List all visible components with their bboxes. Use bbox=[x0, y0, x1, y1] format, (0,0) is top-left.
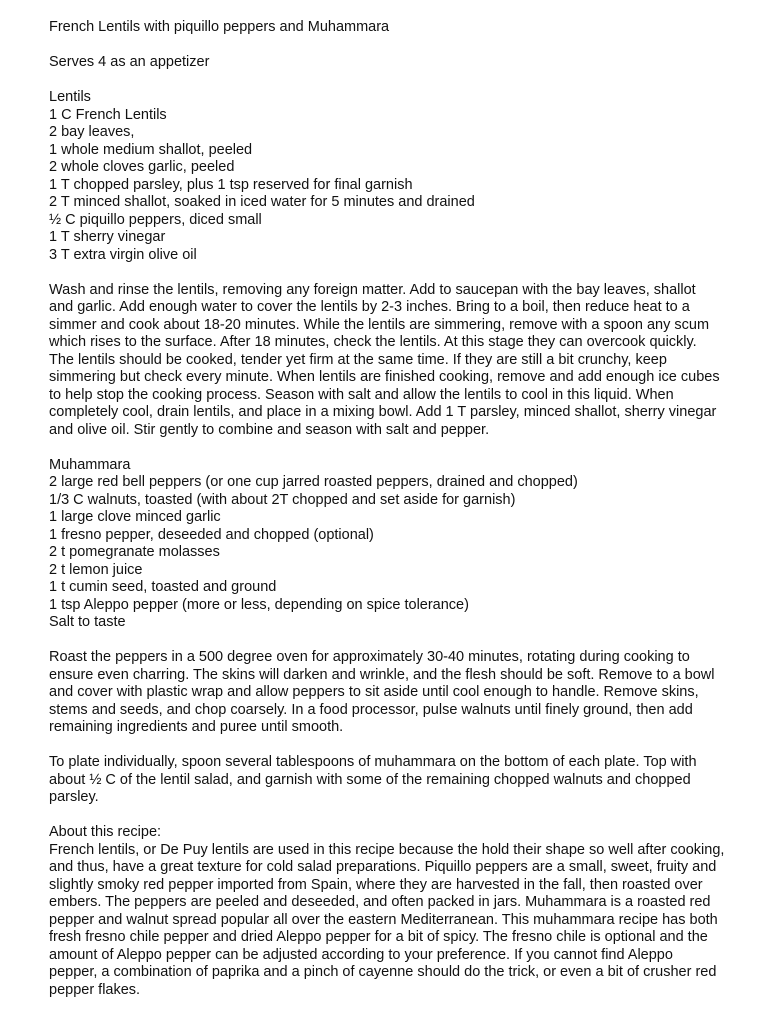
method-line: and cover with plastic wrap and allow peppers to sit aside until cool enough to handle. Remove skins, bbox=[49, 684, 699, 700]
ingredient-item: 2 T minced shallot, soaked in iced water for 5 minutes and drained bbox=[49, 194, 475, 210]
about-line: embers. The peppers are peeled and deseeded, and often packed in jars. Muhammara is a roasted red bbox=[49, 894, 711, 910]
method-line: simmer and cook about 18-20 minutes. While the lentils are simmering, remove with a spoon any scum bbox=[49, 316, 710, 333]
ingredient-item: 2 t pomegranate molasses bbox=[49, 544, 220, 560]
method-line: and olive oil. Stir gently to combine and season with salt and pepper. bbox=[49, 421, 490, 438]
ingredient-item: 2 t lemon juice bbox=[49, 561, 143, 578]
method-line: which rises to the surface. After 18 minutes, check the lentils. At this stage they can overcook quickly. bbox=[49, 334, 697, 350]
ingredient-item: 1 whole medium shallot, peeled bbox=[49, 141, 253, 158]
ingredient-item: 1 C French Lentils bbox=[49, 106, 167, 123]
plating-line: parsley. bbox=[49, 789, 99, 805]
method-line: simmering but check every minute. When lentils are finished cooking, remove and add enough ice cubes bbox=[49, 369, 720, 385]
spacer bbox=[49, 807, 771, 825]
servings: Serves 4 as an appetizer bbox=[49, 54, 210, 70]
lentils-ingredient-list bbox=[49, 107, 771, 265]
spacer bbox=[49, 37, 771, 55]
spacer bbox=[49, 737, 771, 755]
method-line: stems and seeds, and chop coarsely. In a food processor, pulse walnuts until finely ground, then add bbox=[49, 701, 693, 718]
ingredient-item: ½ C piquillo peppers, diced small bbox=[49, 211, 262, 228]
spacer bbox=[49, 72, 771, 90]
spacer bbox=[49, 439, 771, 457]
method-line: Roast the peppers in a 500 degree oven for approximately 30-40 minutes, rotating during cooking to bbox=[49, 649, 690, 665]
method-line: ensure even charring. The skins will darken and wrinkle, and the flesh should be soft. Remove to a bowl bbox=[49, 666, 715, 683]
about-line: amount of Aleppo pepper can be adjusted according to your preference. If you cannot find Aleppo bbox=[49, 946, 673, 963]
ingredient-item: Salt to taste bbox=[49, 614, 126, 630]
ingredient-item: 2 bay leaves, bbox=[49, 124, 135, 140]
about-line: pepper, a combination of paprika and a pinch of cayenne should do the trick, or even a bit of crusher red bbox=[49, 964, 717, 980]
ingredient-item: 1 large clove minced garlic bbox=[49, 509, 221, 525]
ingredient-item: 1 T chopped parsley, plus 1 tsp reserved for final garnish bbox=[49, 176, 413, 193]
lentils-method bbox=[49, 282, 771, 440]
ingredient-item: 1 T sherry vinegar bbox=[49, 229, 166, 245]
spacer bbox=[49, 632, 771, 650]
ingredient-item: 1 fresno pepper, deseeded and chopped (optional) bbox=[49, 526, 374, 543]
muhammara-method bbox=[49, 649, 771, 737]
method-line: Wash and rinse the lentils, removing any foreign matter. Add to saucepan with the bay leaves, shallot bbox=[49, 281, 696, 298]
about-heading: About this recipe: bbox=[49, 824, 162, 840]
method-line: and garlic. Add enough water to cover the lentils by 2-3 inches. Bring to a boil, then reduce heat to a bbox=[49, 299, 690, 315]
muhammara-heading: Muhammara bbox=[49, 456, 131, 473]
method-line: to help stop the cooking process. Season with salt and allow the lentils to cool in this liquid. When bbox=[49, 386, 674, 403]
about-line: pepper flakes. bbox=[49, 981, 141, 998]
about-text bbox=[49, 842, 771, 1000]
ingredient-item: 2 large red bell peppers (or one cup jarred roasted peppers, drained and chopped) bbox=[49, 474, 578, 490]
ingredient-item: 2 whole cloves garlic, peeled bbox=[49, 159, 235, 175]
spacer bbox=[49, 264, 771, 282]
about-line: and thus, have a great texture for cold salad preparations. Piquillo peppers are a small, sweet, fruity and bbox=[49, 859, 717, 875]
muhammara-ingredient-list bbox=[49, 474, 771, 632]
plating-instructions bbox=[49, 754, 771, 807]
ingredient-item: 3 T extra virgin olive oil bbox=[49, 246, 197, 263]
method-line: remaining ingredients and puree until smooth. bbox=[49, 719, 344, 735]
about-line: pepper and walnut spread popular all over the eastern Mediterranean. This muhammara recipe has both bbox=[49, 911, 718, 928]
plating-line: about ½ C of the lentil salad, and garnish with some of the remaining chopped walnuts and chopped bbox=[49, 771, 691, 788]
about-line: slightly smoky red pepper imported from Spain, where they are harvested in the fall, then roasted over bbox=[49, 876, 703, 893]
about-line: French lentils, or De Puy lentils are used in this recipe because the hold their shape so well after cooking, bbox=[49, 841, 725, 858]
method-line: The lentils should be cooked, tender yet firm at the same time. If they are still a bit crunchy, keep bbox=[49, 351, 667, 368]
method-line: completely cool, drain lentils, and place in a mixing bowl. Add 1 T parsley, minced shallot, sherry vinegar bbox=[49, 404, 717, 420]
plating-line: To plate individually, spoon several tablespoons of muhammara on the bottom of each plate. Top with bbox=[49, 754, 697, 770]
ingredient-item: 1/3 C walnuts, toasted (with about 2T chopped and set aside for garnish) bbox=[49, 491, 516, 508]
lentils-heading: Lentils bbox=[49, 89, 91, 105]
ingredient-item: 1 t cumin seed, toasted and ground bbox=[49, 579, 277, 595]
ingredient-item: 1 tsp Aleppo pepper (more or less, depending on spice tolerance) bbox=[49, 596, 469, 613]
about-line: fresh fresno chile pepper and dried Aleppo pepper for a bit of spicy. The fresno chile is optional and the bbox=[49, 929, 708, 945]
recipe-title: French Lentils with piquillo peppers and Muhammara bbox=[49, 19, 390, 35]
recipe-content bbox=[49, 19, 771, 999]
